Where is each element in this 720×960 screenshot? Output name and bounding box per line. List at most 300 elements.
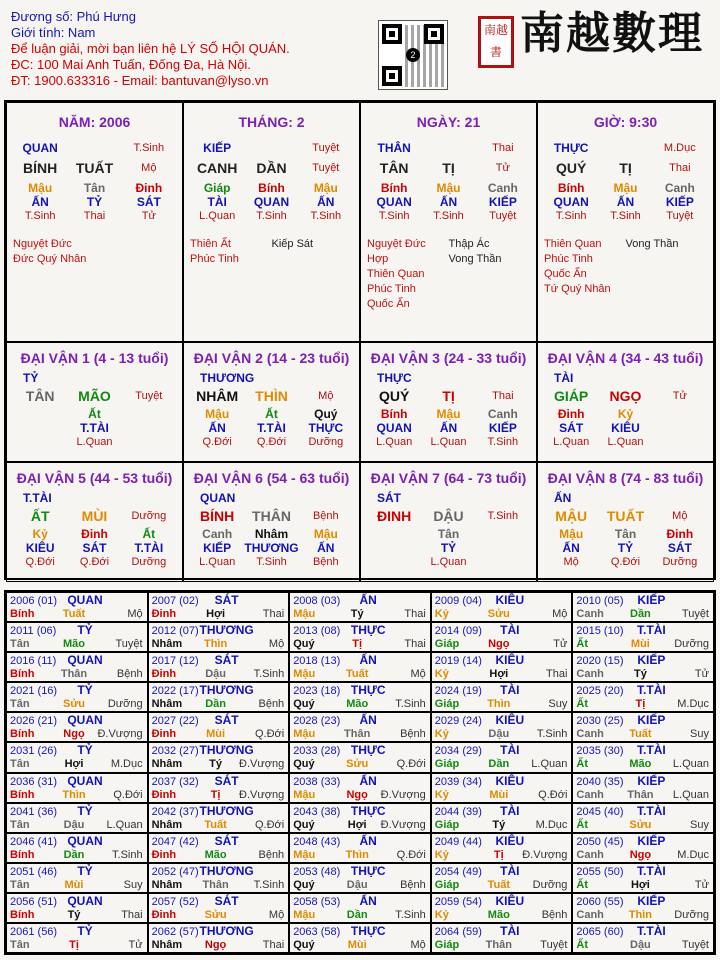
dai-van-life-cell: T.Sinh [256, 556, 287, 568]
year-god: T.TÀI [637, 803, 666, 818]
year-phase: Thai [121, 908, 143, 921]
star-item: Phúc Tinh [544, 253, 593, 265]
year-label: 2025 (20) [576, 685, 624, 698]
stars-right [449, 237, 531, 312]
year-label: 2040 (35) [576, 775, 624, 788]
dai-van-4[interactable] [537, 342, 714, 462]
year-phase: Q.Đới [113, 788, 143, 801]
stars-left [544, 237, 626, 297]
dai-van-main [544, 389, 707, 403]
year-god: TÀI [500, 863, 520, 878]
year-label: 2044 (39) [434, 805, 482, 818]
year-branch: Hợi [489, 668, 509, 681]
year-stem: Quý [293, 818, 315, 831]
year-god: THỰC [350, 863, 386, 878]
year-stem: Đinh [151, 668, 177, 681]
year-cell[interactable] [572, 682, 714, 712]
dai-van-main [544, 509, 707, 523]
year-cell[interactable] [148, 833, 290, 863]
pillar-hgods [367, 195, 530, 209]
star-item: Phúc Tinh [190, 253, 239, 265]
year-label: 2039 (34) [434, 775, 482, 788]
dai-van-life [544, 435, 707, 449]
star-item: Quốc Ấn [544, 268, 587, 280]
pillar-life-cell: Tử [141, 210, 156, 222]
dai-van-main [367, 389, 530, 403]
year-cell[interactable] [289, 622, 431, 652]
dai-van-3[interactable] [360, 342, 537, 462]
year-stem: Kỷ [434, 788, 449, 801]
year-god: TỶ [77, 743, 93, 758]
dai-van-2[interactable] [183, 342, 360, 462]
year-god: KIẾP [637, 893, 666, 908]
dai-van-god [367, 371, 530, 385]
year-cell[interactable] [572, 833, 714, 863]
dai-van-5[interactable] [6, 462, 183, 582]
pillar-hgods-cell: KIẾP [488, 195, 517, 209]
dai-van-hidden-cell: Ất [265, 407, 278, 421]
star-item: Vong Thần [448, 253, 502, 265]
dai-van-hidden-cell: Đinh [666, 527, 694, 541]
year-label: 2054 (49) [434, 865, 482, 878]
pillar-main-cell: Tử [495, 162, 510, 174]
year-cell[interactable] [6, 803, 148, 833]
year-god: ẤN [359, 593, 377, 607]
year-cell[interactable] [6, 682, 148, 712]
dai-van-god [190, 371, 353, 385]
year-cell[interactable] [148, 652, 290, 682]
year-stem: Giáp [434, 758, 460, 771]
pillar-main [367, 155, 530, 181]
year-cell[interactable] [431, 833, 573, 863]
year-stem: Đinh [151, 728, 177, 741]
year-cell[interactable] [289, 833, 431, 863]
dai-van-life [367, 435, 530, 449]
year-stem: Giáp [434, 698, 460, 711]
year-phase: Mộ [268, 908, 285, 921]
year-cell[interactable] [572, 803, 714, 833]
pillar-3 [537, 102, 714, 342]
dai-van-hgods-cell: KIẾP [203, 541, 232, 555]
year-god: THƯƠNG [199, 863, 254, 878]
year-cell[interactable] [431, 622, 573, 652]
year-cell[interactable] [6, 652, 148, 682]
star-item: Thiên Quan [544, 238, 602, 250]
year-cell[interactable] [289, 893, 431, 923]
dai-van-main-cell: Mộ [318, 390, 334, 402]
year-label: 2050 (45) [576, 835, 624, 848]
year-cell[interactable] [289, 923, 431, 953]
year-god: SÁT [214, 713, 239, 728]
pillar-hgods-cell: TÀI [207, 195, 227, 209]
dai-van-main-cell: ĐINH [377, 508, 412, 524]
dai-van-life-cell: Q.Đới [610, 556, 641, 568]
year-branch: Tý [492, 818, 506, 831]
year-phase: Mộ [410, 668, 426, 681]
year-cell[interactable] [289, 863, 431, 893]
year-stem: Nhâm [151, 698, 183, 711]
year-stem: Nhâm [151, 638, 183, 651]
year-stem: Quý [293, 698, 315, 711]
year-phase: Suy [123, 878, 143, 891]
year-cell[interactable] [148, 592, 290, 622]
dai-van-main-cell: DẬU [433, 508, 464, 524]
year-label: 2027 (22) [151, 715, 199, 728]
year-cell[interactable] [431, 742, 573, 772]
year-branch: Mùi [489, 788, 509, 801]
pillar-main-cell: CANH [196, 160, 238, 176]
year-branch: Ngọ [63, 728, 85, 741]
year-label: 2041 (36) [10, 805, 58, 818]
pillar-hgods-cell: ẤN [31, 195, 49, 209]
year-branch: Tuất [204, 818, 227, 831]
year-cell[interactable] [572, 893, 714, 923]
year-god: SÁT [214, 833, 239, 848]
year-cell[interactable] [148, 773, 290, 803]
year-label: 2049 (44) [434, 835, 482, 848]
year-branch: Thìn [203, 638, 228, 651]
year-god: ẤN [359, 893, 377, 908]
year-god: KIÊU [495, 713, 525, 728]
year-cell[interactable] [572, 773, 714, 803]
year-branch: Tý [67, 908, 81, 921]
year-label: 2038 (33) [293, 775, 341, 788]
year-stem: Mậu [293, 788, 316, 801]
pillar-life-cell: L.Quan [199, 210, 236, 222]
star-item: Nguyệt Đức Hợp [367, 238, 426, 265]
year-branch: Hợi [64, 758, 84, 771]
dai-van-main-cell: MÙI [81, 508, 108, 524]
year-cell[interactable] [6, 742, 148, 772]
dai-van-life [544, 555, 707, 569]
year-phase: Đ.Vượng [380, 788, 426, 801]
dai-van-title: ĐẠI VẬN 6 (54 - 63 tuổi) [193, 470, 350, 486]
dai-van-main-cell: GIÁP [554, 388, 589, 404]
dai-van-hidden-cell: Ất [142, 527, 156, 541]
pillar-life-cell: Tuyệt [666, 210, 694, 222]
dai-van-god-label: THỰC [377, 371, 412, 385]
year-stem: Ất [576, 758, 588, 771]
year-cell[interactable] [289, 803, 431, 833]
year-branch: Tị [493, 848, 504, 861]
year-cell[interactable] [148, 742, 290, 772]
year-god: KIÊU [495, 833, 525, 848]
year-cell[interactable] [572, 742, 714, 772]
year-cell[interactable] [289, 773, 431, 803]
year-phase: Q.Đới [396, 848, 426, 861]
year-branch: Ngọ [488, 638, 510, 651]
year-phase: Tử [694, 878, 709, 891]
dai-van-hgods-cell: SÁT [82, 541, 107, 555]
address: ĐC: 100 Mai Anh Tuấn, Đống Đa, Hà Nội. [11, 57, 251, 72]
year-branch: Sửu [346, 758, 369, 771]
dai-van-hgods-cell: TỶ [440, 541, 457, 555]
year-label: 2031 (26) [10, 745, 58, 758]
year-cell[interactable] [148, 863, 290, 893]
year-branch: Tị [210, 788, 221, 801]
dai-van-hidden-cell: Nhâm [254, 527, 289, 541]
dai-van-hgods [544, 541, 707, 555]
year-phase: Bệnh [258, 848, 285, 861]
pillar-life-cell: Thai [83, 210, 106, 222]
year-cell[interactable] [289, 742, 431, 772]
year-cell[interactable] [572, 863, 714, 893]
year-cell[interactable] [431, 863, 573, 893]
dai-van-hgods [190, 421, 353, 435]
year-branch: Dần [346, 908, 368, 921]
year-god: THỰC [350, 923, 386, 938]
year-god: THỰC [350, 623, 386, 638]
year-label: 2016 (11) [10, 655, 57, 668]
year-phase: Bệnh [116, 668, 143, 681]
stars-left [13, 237, 95, 267]
year-god: TỶ [77, 683, 93, 698]
dai-van-7[interactable] [360, 462, 537, 582]
dai-van-hidden [544, 527, 707, 541]
dai-van-main [190, 389, 353, 403]
year-cell[interactable] [6, 833, 148, 863]
year-label: 2060 (55) [576, 895, 624, 908]
year-stem: Bính [10, 788, 35, 801]
pillar-gods-cell [67, 141, 121, 155]
year-cell[interactable] [6, 923, 148, 953]
dai-van-hidden-cell: Tân [614, 527, 637, 541]
pillar-gods-cell: M.Dục [663, 142, 696, 154]
year-label: 2065 (60) [576, 925, 624, 938]
year-phase: Dưỡng [107, 698, 143, 711]
year-phase: Mộ [410, 938, 426, 951]
year-branch: Dần [488, 758, 510, 771]
year-phase: Thai [262, 608, 285, 620]
year-stem: Giáp [434, 638, 460, 651]
pillar-2 [360, 102, 537, 342]
pillar-life-cell: Tuyệt [489, 210, 517, 222]
pillar-hidden [190, 181, 353, 195]
dai-van-title: ĐẠI VẬN 8 (74 - 83 tuổi) [547, 470, 704, 486]
year-cell[interactable] [572, 592, 714, 622]
dai-van-hgods-cell: QUAN [376, 421, 412, 435]
dai-van-hidden-cell [476, 527, 530, 541]
pillar-hgods-cell: KIẾP [665, 195, 694, 209]
dai-van-hidden [13, 527, 176, 541]
dai-van-6[interactable] [183, 462, 360, 582]
year-stem: Quý [293, 878, 315, 891]
year-god: SÁT [214, 593, 239, 607]
dai-van-life-cell: Dưỡng [662, 556, 698, 568]
year-god: THƯƠNG [199, 923, 254, 938]
year-phase: Tuyệt [115, 638, 143, 651]
year-label: 2015 (10) [576, 625, 624, 638]
year-phase: Bệnh [258, 698, 285, 711]
pillar-main [544, 155, 707, 181]
pillar-life-cell: T.Sinh [433, 210, 464, 222]
dai-van-hidden-cell: Đinh [557, 407, 585, 421]
year-cell[interactable] [431, 652, 573, 682]
pillar-title: GIỜ: 9:30 [593, 114, 658, 130]
dai-van-hidden [544, 407, 707, 421]
year-label: 2023 (18) [293, 685, 341, 698]
year-god: KIÊU [495, 653, 525, 668]
year-phase: L.Quan [531, 758, 568, 771]
pillar-gods [13, 141, 176, 155]
dai-van-life [13, 435, 176, 449]
year-label: 2024 (19) [434, 685, 482, 698]
dai-van-hidden [13, 407, 176, 421]
year-stem: Tân [10, 638, 30, 651]
dai-van-hgods-cell [13, 421, 67, 435]
dai-van-life-cell: L.Quan [76, 436, 113, 448]
year-branch: Tị [352, 638, 363, 651]
year-cell[interactable] [431, 773, 573, 803]
dai-van-life-cell: Q.Đới [25, 556, 55, 568]
dai-van-hgods-cell [653, 421, 707, 435]
year-label: 2012 (07) [151, 625, 199, 638]
pillar-hgods [190, 195, 353, 209]
pillar-main-cell: QUÝ [555, 160, 587, 176]
pillar-hgods-cell: ẤN [317, 195, 335, 209]
year-god: KIẾP [637, 713, 666, 728]
year-branch: Thìn [628, 908, 652, 921]
year-stem: Bính [10, 848, 35, 861]
year-cell[interactable] [289, 592, 431, 622]
year-god: TỶ [77, 863, 93, 878]
year-label: 2058 (53) [293, 895, 341, 908]
year-stem: Canh [576, 908, 604, 921]
dai-van-hidden-cell: Kỷ [32, 527, 48, 541]
year-branch: Mão [487, 908, 510, 921]
year-cell[interactable] [572, 923, 714, 953]
year-cell[interactable] [431, 923, 573, 953]
year-cell[interactable] [148, 893, 290, 923]
year-phase: Dưỡng [674, 638, 709, 651]
year-cell[interactable] [6, 592, 148, 622]
dai-van-hidden-cell: Ất [88, 407, 101, 421]
star-item: Thiên Quan [367, 268, 425, 280]
pillar-hidden-cell: Canh [664, 181, 695, 195]
dai-van-god-label: TỶ [23, 371, 39, 385]
year-phase: Q.Đới [254, 728, 285, 741]
pillar-life [544, 209, 707, 223]
year-cell[interactable] [6, 863, 148, 893]
year-cell[interactable] [6, 893, 148, 923]
pillar-title: NGÀY: 21 [416, 114, 481, 130]
dai-van-hgods-cell: ẤN [562, 541, 580, 555]
year-stem: Nhâm [151, 938, 183, 951]
year-branch: Hợi [347, 818, 367, 831]
year-god: THƯƠNG [199, 743, 254, 758]
dai-van-life-cell: T.Sinh [487, 436, 519, 448]
year-branch: Mão [346, 698, 369, 711]
year-branch: Mùi [206, 728, 226, 741]
dai-van-1[interactable] [6, 342, 183, 462]
dai-van-main-cell: NGỌ [609, 388, 642, 404]
year-branch: Tuất [629, 728, 652, 741]
year-cell[interactable] [6, 622, 148, 652]
special-stars [367, 237, 530, 312]
pillar-gods-cell: QUAN [22, 141, 58, 155]
year-cell[interactable] [431, 893, 573, 923]
year-cell[interactable] [148, 803, 290, 833]
year-cell[interactable] [289, 712, 431, 742]
bazi-chart [4, 100, 716, 580]
dai-van-main-cell: Tuyệt [135, 390, 163, 402]
year-cell[interactable] [148, 712, 290, 742]
dai-van-hgods [190, 541, 353, 555]
year-god: TÀI [500, 803, 520, 818]
dai-van-hgods-cell [367, 541, 421, 555]
year-cell[interactable] [431, 682, 573, 712]
year-phase: T.Sinh [395, 698, 426, 711]
year-phase: Tử [128, 938, 143, 951]
phone-email[interactable]: ĐT: 1900.633316 - Email: bantuvan@lyso.vn [11, 73, 269, 88]
year-cell[interactable] [148, 682, 290, 712]
year-stem: Bính [10, 668, 35, 681]
pillar-hidden-cell: Bính [380, 181, 408, 195]
year-cell[interactable] [572, 652, 714, 682]
year-cell[interactable] [148, 622, 290, 652]
year-label: 2064 (59) [434, 925, 482, 938]
year-branch: Thìn [487, 698, 511, 711]
dai-van-life-cell: L.Quan [376, 436, 413, 448]
year-god: T.TÀI [637, 743, 666, 758]
seal-stamp: 南越書 [478, 16, 514, 68]
dai-van-hgods-cell: THỰC [308, 421, 344, 435]
year-cell[interactable] [289, 652, 431, 682]
year-label: 2026 (21) [10, 715, 58, 728]
year-cell[interactable] [6, 712, 148, 742]
year-stem: Giáp [434, 938, 460, 951]
dai-van-title: ĐẠI VẬN 5 (44 - 53 tuổi) [16, 470, 173, 486]
year-cell[interactable] [6, 773, 148, 803]
year-cell[interactable] [572, 622, 714, 652]
year-cell[interactable] [572, 712, 714, 742]
pillar-hidden-cell: Bính [258, 181, 285, 195]
qr-code-icon[interactable] [378, 20, 448, 90]
year-branch: Thân [60, 668, 88, 681]
year-stem: Mậu [293, 908, 316, 921]
dai-van-god-label: THƯƠNG [200, 371, 255, 385]
dai-van-hgods-cell: SÁT [667, 541, 692, 555]
year-cell[interactable] [431, 592, 573, 622]
year-cell[interactable] [289, 682, 431, 712]
year-label: 2019 (14) [434, 655, 482, 668]
pillar-hidden-cell: Mậu [313, 181, 338, 195]
star-item: Thập Ác [448, 238, 490, 250]
info-header [11, 9, 351, 89]
year-branch: Mùi [630, 638, 650, 651]
year-god: T.TÀI [637, 863, 666, 878]
year-branch: Ngọ [629, 848, 652, 861]
dai-van-hgods-cell [122, 421, 176, 435]
dai-van-hgods-cell: KIÊU [25, 541, 55, 555]
dai-van-8[interactable] [537, 462, 714, 582]
pillar-life-cell: T.Sinh [378, 210, 410, 222]
year-branch: Tý [209, 758, 223, 771]
year-god: TỶ [77, 923, 93, 938]
year-cell[interactable] [431, 712, 573, 742]
year-label: 2042 (37) [151, 805, 199, 818]
pillar-gods [367, 141, 530, 155]
pillar-gods-cell: Thai [492, 142, 514, 154]
year-cell[interactable] [148, 923, 290, 953]
year-label: 2059 (54) [434, 895, 482, 908]
dai-van-hidden-cell: Canh [202, 527, 233, 541]
dai-van-main-cell: Mộ [672, 510, 688, 522]
year-cell[interactable] [431, 803, 573, 833]
dai-van-main [190, 509, 353, 523]
year-branch: Mão [629, 758, 652, 771]
dai-van-hidden [367, 527, 530, 541]
